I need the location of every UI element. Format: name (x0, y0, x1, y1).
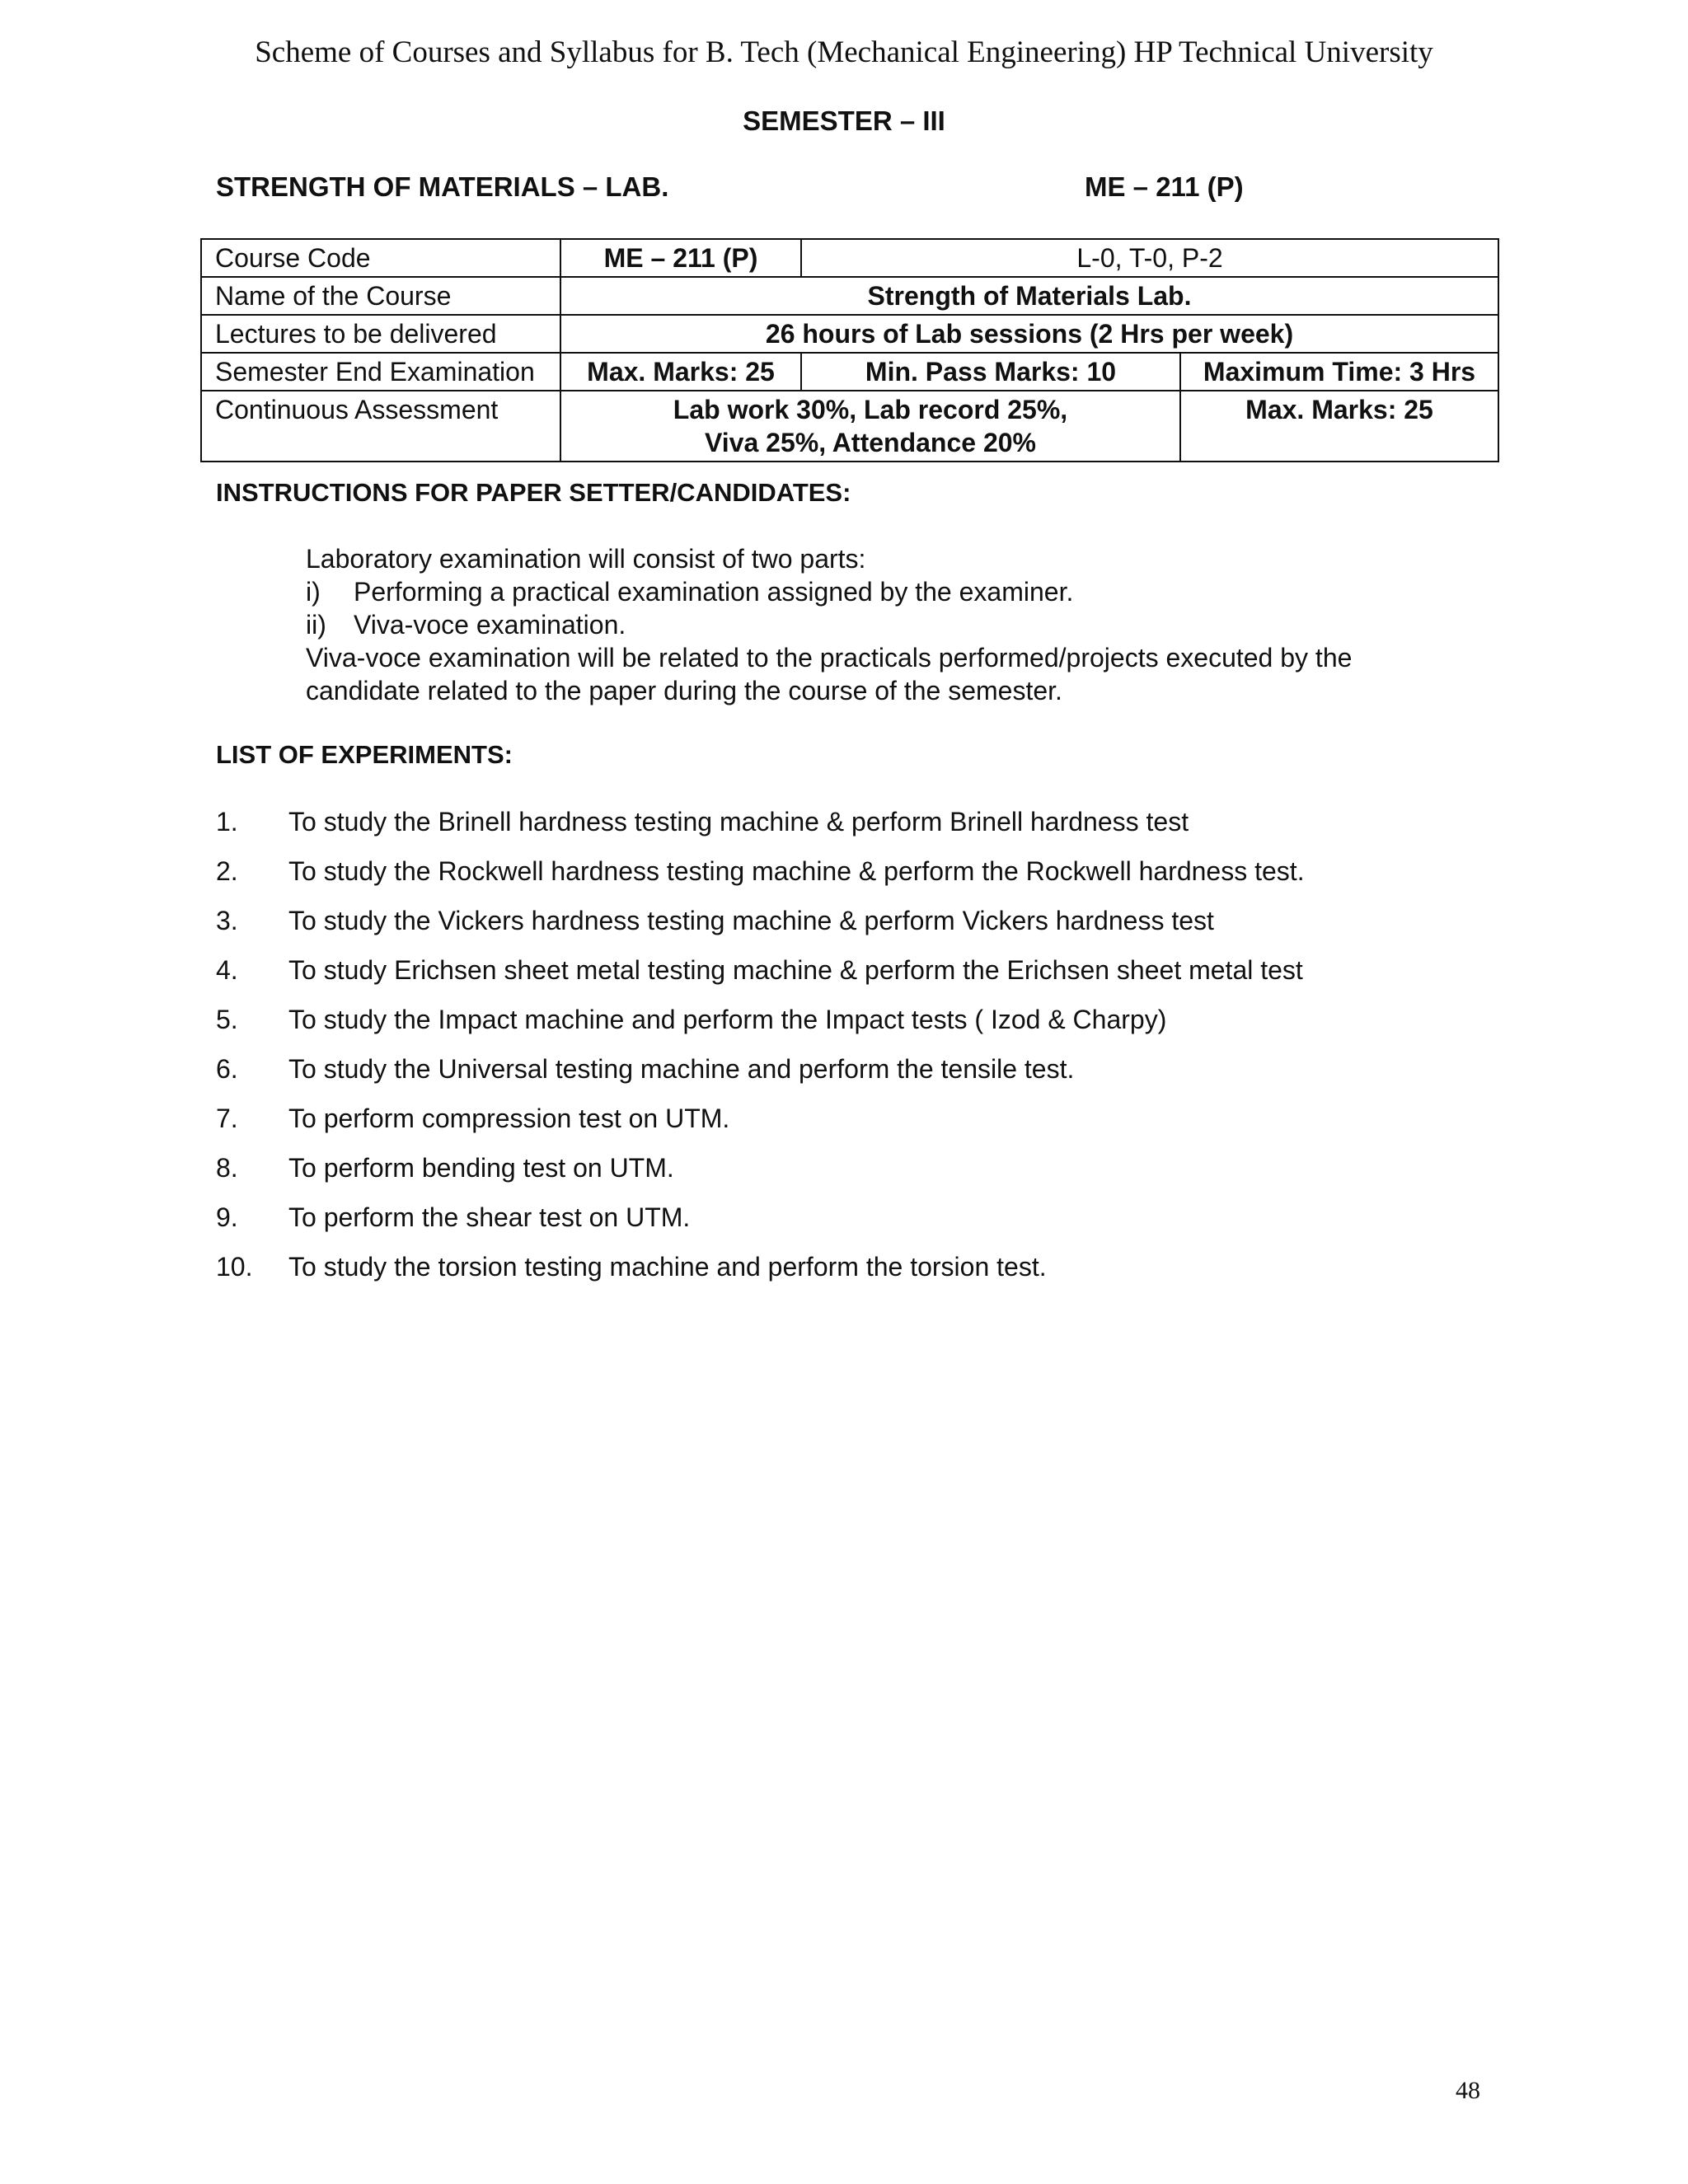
list-number: 3. (216, 906, 238, 935)
list-item (216, 1052, 1502, 1101)
instructions-note-line-2: candidate related to the paper during the course of the semester. (306, 676, 1062, 705)
end-exam-max-time: Maximum Time: 3 Hrs (1180, 353, 1498, 391)
list-item-text: To study Erichsen sheet metal testing machine & perform the Erichsen sheet metal test (288, 955, 1303, 985)
list-item (216, 1200, 1502, 1249)
course-details-table (200, 238, 1499, 462)
continuous-assessment-max-marks: Max. Marks: 25 (1180, 391, 1498, 462)
experiments-list (216, 804, 1502, 1299)
list-item-text: To study the torsion testing machine and perform the torsion test. (288, 1252, 1047, 1282)
list-number: 1. (216, 807, 238, 837)
list-number: 8. (216, 1153, 238, 1183)
course-name-label: Name of the Course (201, 277, 560, 315)
list-item-text: Performing a practical examination assigned by the examiner. (354, 577, 1074, 607)
list-item (216, 854, 1502, 903)
list-item (216, 1002, 1502, 1052)
list-item (306, 575, 1473, 608)
lectures-label: Lectures to be delivered (201, 315, 560, 353)
course-code-value: ME – 211 (P) (560, 239, 801, 277)
course-code-heading: ME – 211 (P) (1085, 171, 1244, 202)
list-item (216, 903, 1502, 953)
list-item-text: Viva-voce examination. (354, 610, 626, 640)
list-number: 7. (216, 1104, 238, 1133)
end-exam-max-marks: Max. Marks: 25 (560, 353, 801, 391)
table-row (201, 239, 1498, 277)
ltp-value: L-0, T-0, P-2 (801, 239, 1498, 277)
list-item (216, 1101, 1502, 1151)
list-item-text: To study the Brinell hardness testing machine & perform Brinell hardness test (288, 807, 1189, 837)
assessment-line-1: Lab work 30%, Lab record 25%, (673, 395, 1068, 424)
list-item-text: To study the Universal testing machine and perform the tensile test. (288, 1054, 1075, 1084)
list-number: 9. (216, 1202, 238, 1232)
list-item-text: To study the Rockwell hardness testing machine & perform the Rockwell hardness test. (288, 856, 1305, 886)
running-header: Scheme of Courses and Syllabus for B. Tech (Mechanical Engineering) HP Technical University (255, 35, 1433, 69)
instructions-body (306, 542, 1473, 707)
continuous-assessment-breakdown (560, 391, 1180, 462)
list-number: 5. (216, 1005, 238, 1034)
page-number: 48 (1456, 2077, 1480, 2104)
list-number: 10. (216, 1252, 253, 1282)
end-exam-min-pass: Min. Pass Marks: 10 (801, 353, 1180, 391)
list-item (306, 608, 1473, 641)
list-item-text: To perform the shear test on UTM. (288, 1202, 691, 1232)
assessment-line-2: Viva 25%, Attendance 20% (705, 428, 1036, 457)
lectures-value: 26 hours of Lab sessions (2 Hrs per week) (560, 315, 1498, 353)
table-row (201, 277, 1498, 315)
instructions-heading: INSTRUCTIONS FOR PAPER SETTER/CANDIDATES: (216, 478, 851, 507)
list-item-text: To perform compression test on UTM. (288, 1104, 730, 1133)
semester-heading: SEMESTER – III (743, 105, 945, 136)
list-item-text: To study the Vickers hardness testing machine & perform Vickers hardness test (288, 906, 1214, 935)
list-item-text: To study the Impact machine and perform the Impact tests ( Izod & Charpy) (288, 1005, 1167, 1034)
table-row (201, 391, 1498, 462)
list-item (216, 804, 1502, 854)
course-title: STRENGTH OF MATERIALS – LAB. (216, 171, 669, 202)
list-item (216, 1249, 1502, 1299)
list-marker: i) (306, 577, 321, 607)
end-exam-label: Semester End Examination (201, 353, 560, 391)
course-name-value: Strength of Materials Lab. (560, 277, 1498, 315)
continuous-assessment-label: Continuous Assessment (201, 391, 560, 462)
list-item-text: To perform bending test on UTM. (288, 1153, 674, 1183)
table-row (201, 315, 1498, 353)
experiments-heading: LIST OF EXPERIMENTS: (216, 740, 513, 769)
table-row (201, 353, 1498, 391)
list-item (216, 953, 1502, 1002)
list-marker: ii) (306, 610, 326, 640)
course-code-label: Course Code (201, 239, 560, 277)
instructions-note-line-1: Viva-voce examination will be related to the practicals performed/projects executed by the (306, 643, 1353, 673)
list-number: 6. (216, 1054, 238, 1084)
list-number: 2. (216, 856, 238, 886)
list-number: 4. (216, 955, 238, 985)
list-item (216, 1151, 1502, 1200)
instructions-intro: Laboratory examination will consist of two parts: (306, 544, 866, 574)
